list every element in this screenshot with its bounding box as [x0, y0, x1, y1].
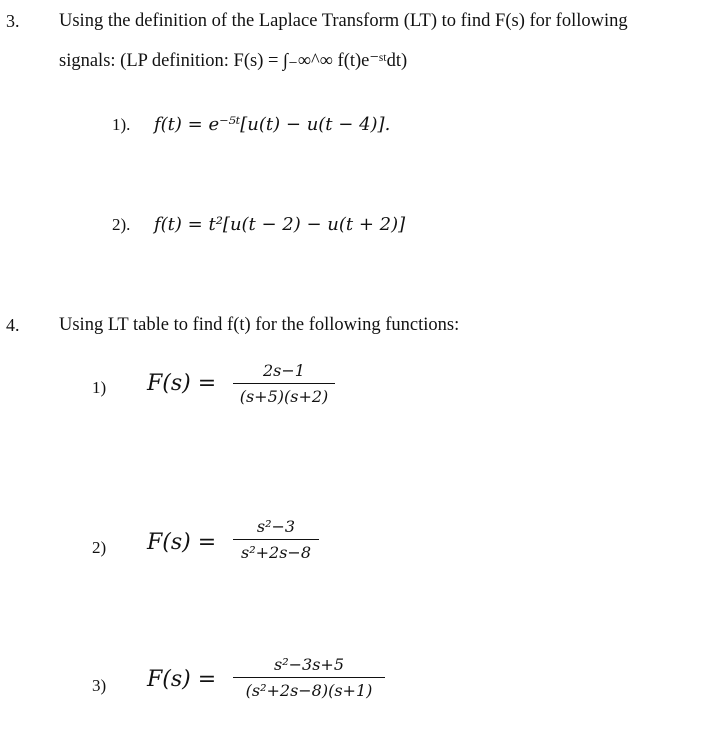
question-3-line1: Using the definition of the Laplace Transform (LT) to find F(s) for following	[59, 11, 628, 31]
q4-item1-label: 1)	[92, 378, 107, 397]
q4-item1-fraction	[233, 362, 335, 406]
q4-item2-denominator: s²+2s−8	[240, 543, 311, 562]
q4-item1-fraction-bar	[233, 383, 335, 384]
q3-item1-expr: f(t) = e⁻⁵ᵗ[u(t) − u(t − 4)].	[154, 114, 391, 135]
q3-item2-label: 2).	[112, 215, 131, 234]
q4-item3-lhs: F(s) =	[147, 667, 217, 692]
question-3-number: 3.	[6, 11, 20, 31]
q3-item2-expr: f(t) = t²[u(t − 2) − u(t + 2)]	[154, 214, 406, 235]
q4-item2-label: 2)	[92, 538, 107, 557]
question-3-line2: signals: (LP definition: F(s) = ∫₋∞^∞ f(t)e⁻ˢᵗdt)	[59, 51, 408, 71]
q3-item1-label: 1).	[112, 115, 131, 134]
q4-item3-fraction	[233, 656, 385, 700]
q4-item2-fraction	[233, 518, 319, 562]
q4-item3-numerator: s²−3s+5	[273, 655, 344, 674]
question-4-number: 4.	[6, 315, 20, 335]
question-4-text: Using LT table to find f(t) for the following functions:	[59, 315, 460, 335]
q4-item1-lhs: F(s) =	[147, 371, 217, 396]
q4-item2-lhs: F(s) =	[147, 530, 217, 555]
q4-item2-numerator: s²−3	[256, 517, 296, 536]
q4-item3-denominator: (s²+2s−8)(s+1)	[245, 681, 373, 700]
q4-item2-fraction-bar	[233, 539, 319, 540]
q4-item1-denominator: (s+5)(s+2)	[239, 387, 329, 406]
q4-item1-numerator: 2s−1	[263, 361, 305, 380]
q4-item3-fraction-bar	[233, 677, 385, 678]
q4-item3-label: 3)	[92, 676, 107, 695]
